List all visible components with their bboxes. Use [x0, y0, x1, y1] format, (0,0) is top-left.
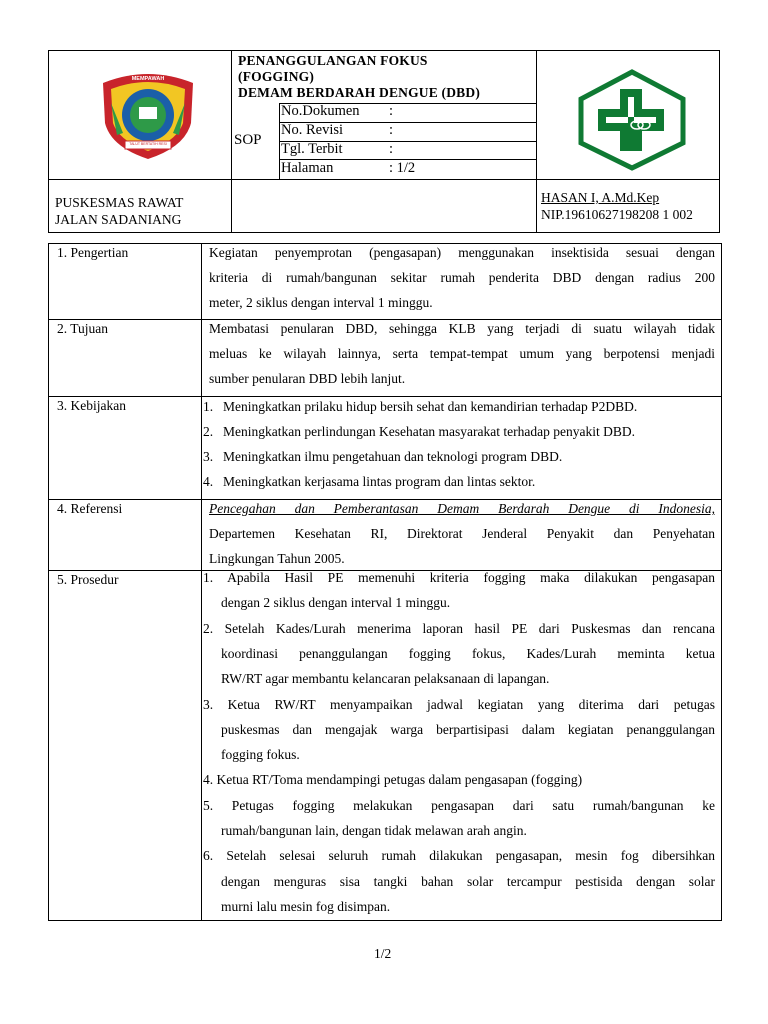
meta-halaman: Halaman : 1/2: [281, 160, 416, 176]
content-table: [48, 243, 722, 921]
section-body-tujuan: [209, 316, 715, 391]
pengertian-line: Kegiatan penyemprotan (pengasapan) menggunakan insektisida sesuai dengan: [209, 245, 715, 260]
prosedur-line: koordinasi penanggulangan fogging fokus, Kades/Lurah meminta ketua: [221, 645, 715, 661]
prosedur-line: dengan 2 siklus dengan interval 1 minggu.: [221, 595, 451, 611]
section-body-referensi: [209, 496, 715, 571]
signer-name: HASAN I, A.Md.Kep: [541, 190, 660, 205]
kebijakan-item: 4. Meningkatkan kerjasama lintas program dan lintas sektor.: [203, 474, 536, 489]
section-label-prosedur: 5. Prosedur: [57, 572, 119, 587]
section-label-pengertian: 1. Pengertian: [57, 245, 129, 260]
referensi-line: Lingkungan Tahun 2005.: [209, 551, 345, 566]
org-name-line-2: JALAN SADANIANG: [55, 212, 182, 227]
section-label-referensi: 4. Referensi: [57, 501, 123, 516]
tujuan-line: sumber penularan DBD lebih lanjut.: [209, 371, 406, 386]
puskesmas-logo: [576, 69, 688, 171]
tujuan-line: meluas ke wilayah lainnya, serta tempat-tempat umum yang berpotensi menjadi: [209, 346, 715, 361]
referensi-title: Pencegahan dan Pemberantasan Demam Berdarah Dengue di Indonesia,: [209, 501, 715, 516]
title-line-2: (FOGGING): [238, 69, 315, 84]
kabupaten-logo-motto: TALUT BERTATIH RESI: [129, 142, 167, 146]
prosedur-line: murni lalu mesin fog disimpan.: [221, 898, 391, 914]
title-line-3: DEMAM BERDARAH DENGUE (DBD): [238, 85, 481, 100]
meta-no-revisi: No. Revisi :: [281, 122, 394, 138]
prosedur-line: rumah/bangunan lain, dengan tidak melawan arah angin.: [221, 823, 527, 838]
meta-tgl-terbit: Tgl. Terbit :: [281, 141, 394, 157]
referensi-line: Departemen Kesehatan RI, Direktorat Jenderal Penyakit dan Penyehatan: [209, 526, 715, 541]
prosedur-line: dengan menguras sisa tangki bahan solar tercampur pestisida dengan solar: [221, 873, 715, 889]
section-label-tujuan: 2. Tujuan: [57, 321, 109, 336]
prosedur-line: puskesmas dan mengajak warga berpartisipasi dalam kegiatan penanggulangan: [221, 721, 715, 737]
sop-label: SOP: [234, 132, 262, 148]
signer-nip: NIP.19610627198208 1 002: [541, 207, 693, 222]
section-body-pengertian: [209, 240, 715, 315]
header-table: [48, 50, 720, 233]
kebijakan-item: 3. Meningkatkan ilmu pengetahuan dan teknologi program DBD.: [203, 449, 563, 464]
pengertian-line: meter, 2 siklus dengan interval 1 minggu.: [209, 295, 433, 310]
section-label-kebijakan: 3. Kebijakan: [57, 398, 126, 413]
kebijakan-item: 2. Meningkatkan perlindungan Kesehatan masyarakat terhadap penyakit DBD.: [203, 424, 635, 439]
prosedur-line: 6. Setelah selesai seluruh rumah dilakukan pengasapan, mesin fog dibersihkan: [203, 848, 715, 864]
meta-no-dokumen: No.Dokumen :: [281, 103, 394, 119]
title-line-1: PENANGGULANGAN FOKUS: [238, 53, 428, 68]
kabupaten-logo-text: KABUPATEN MEMPAWAH: [131, 70, 165, 82]
org-name-line-1: PUSKESMAS RAWAT: [55, 195, 184, 210]
kabupaten-logo: [95, 63, 201, 161]
prosedur-line: fogging fokus.: [221, 747, 300, 763]
page-number: 1/2: [374, 946, 392, 961]
prosedur-line: 1. Apabila Hasil PE memenuhi kriteria fogging maka dilakukan pengasapan: [203, 570, 715, 585]
tujuan-line: Membatasi penularan DBD, sehingga KLB yang terjadi di suatu wilayah tidak: [209, 321, 715, 336]
prosedur-line: 2. Setelah Kades/Lurah menerima laporan hasil PE dari Puskesmas dan rencana: [203, 620, 715, 636]
prosedur-line: 4. Ketua RT/Toma mendampingi petugas dalam pengasapan (fogging): [203, 772, 583, 788]
pengertian-line: kriteria di rumah/bangunan sekitar rumah penderita DBD dengan radius 200: [209, 270, 715, 285]
kebijakan-item: 1. Meningkatkan prilaku hidup bersih sehat dan kemandirian terhadap P2DBD.: [203, 399, 638, 414]
prosedur-line: RW/RT agar membantu kelancaran pelaksanaan di lapangan.: [221, 671, 550, 687]
prosedur-line: 5. Petugas fogging melakukan pengasapan dari satu rumah/bangunan ke: [203, 797, 715, 813]
prosedur-line: 3. Ketua RW/RT menyampaikan jadwal kegiatan yang diterima dari petugas: [203, 696, 715, 712]
